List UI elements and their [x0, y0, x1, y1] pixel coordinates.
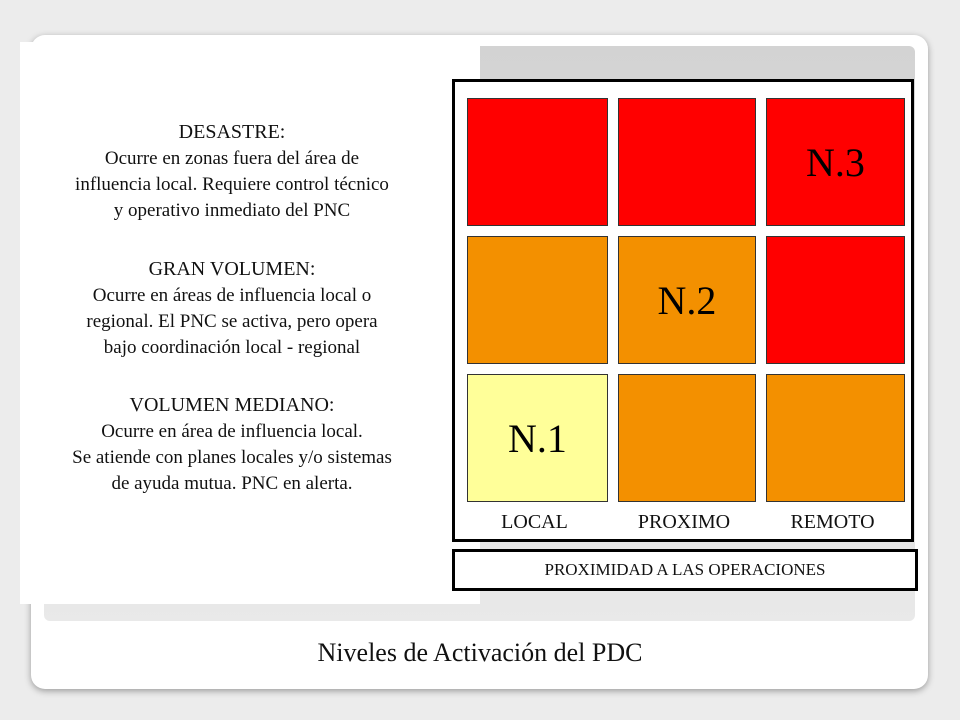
desc-line: bajo coordinación local - regional	[103, 337, 361, 358]
desc-line: de ayuda mutua. PNC en alerta.	[111, 473, 353, 494]
matrix-cell	[766, 98, 905, 226]
desc-heading: DESASTRE:	[178, 121, 286, 143]
desc-gran-volumen	[24, 247, 440, 375]
matrix-cell	[467, 236, 608, 364]
axis-label-box	[452, 549, 918, 591]
desc-volumen-mediano	[24, 383, 440, 539]
matrix-cell	[467, 98, 608, 226]
desc-line: influencia local. Requiere control técnico	[75, 174, 389, 195]
matrix-cell	[467, 374, 608, 502]
desc-line: Se atiende con planes locales y/o sistemas	[72, 447, 392, 468]
matrix-cell	[618, 98, 756, 226]
desc-heading: GRAN VOLUMEN:	[148, 258, 316, 280]
matrix-cell	[618, 374, 756, 502]
column-label-local: LOCAL	[501, 511, 568, 533]
desc-desastre	[24, 110, 440, 238]
desc-line: Ocurre en área de influencia local.	[101, 421, 363, 442]
matrix-cell	[618, 236, 756, 364]
desc-line: y operativo inmediato del PNC	[113, 200, 351, 221]
cell-label: N.1	[508, 415, 567, 461]
activation-matrix	[452, 79, 914, 542]
desc-heading: VOLUMEN MEDIANO:	[129, 394, 335, 416]
cell-label: N.3	[806, 139, 865, 185]
cell-label: N.2	[657, 277, 717, 323]
axis-label: PROXIMIDAD A LAS OPERACIONES	[544, 560, 826, 579]
desc-line: Ocurre en zonas fuera del área de	[104, 148, 360, 169]
column-label-proximo: PROXIMO	[637, 511, 731, 533]
slide-title: Niveles de Activación del PDC	[317, 638, 643, 667]
matrix-cell	[766, 236, 905, 364]
desc-line: Ocurre en áreas de influencia local o	[92, 285, 372, 306]
desc-line: regional. El PNC se activa, pero opera	[86, 311, 378, 332]
column-label-remoto: REMOTO	[790, 511, 875, 533]
matrix-cell	[766, 374, 905, 502]
